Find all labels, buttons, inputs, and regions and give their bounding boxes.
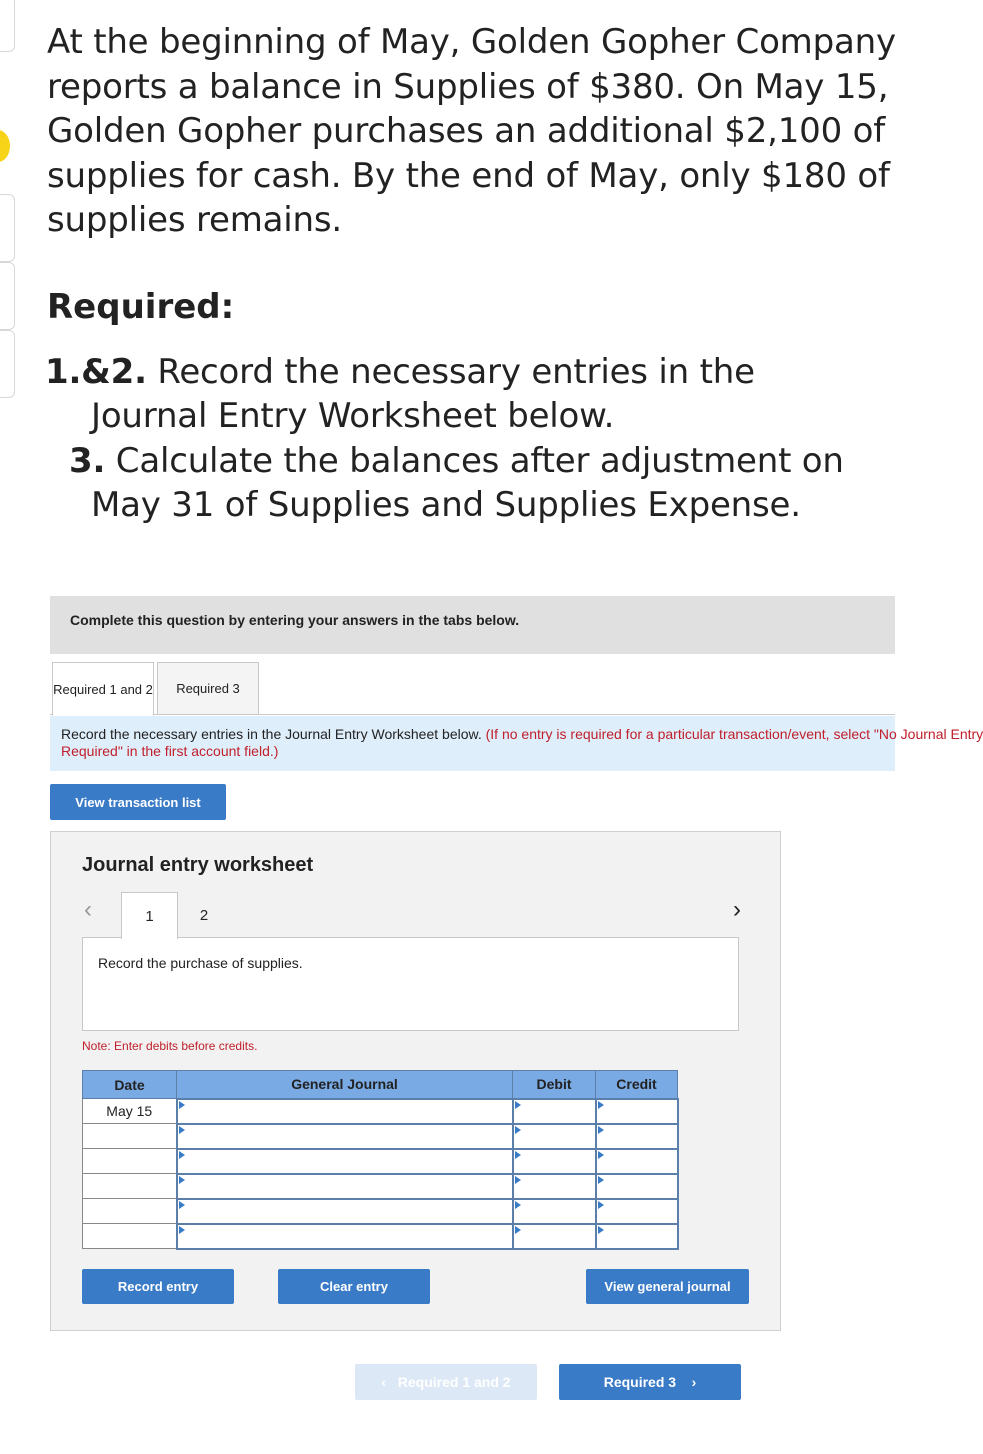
date-cell [83,1174,177,1199]
edge-panel-2 [0,194,15,262]
debit-input[interactable] [513,1099,596,1124]
table-row [83,1224,678,1249]
credit-input[interactable] [596,1124,678,1149]
account-input[interactable] [177,1224,513,1249]
credit-input[interactable] [596,1099,678,1124]
next-required-label: Required 3 [603,1374,677,1390]
tab-required-1-and-2[interactable]: Required 1 and 2 [52,662,154,716]
chevron-right-icon[interactable]: › [733,896,741,923]
credit-input[interactable] [596,1149,678,1174]
table-row [83,1124,678,1149]
info-text: Record the necessary entries in the Journal Entry Worksheet below. (If no entry is required for a particular transaction/event, select "No Journal Entry Required" in the first account field.) [61,726,983,759]
chevron-right-icon: › [691,1374,697,1390]
info-bar [50,716,983,771]
credit-input[interactable] [596,1224,678,1249]
info-note: (If no entry is required for a particular transaction/event, select "No Journal Entry [485,726,983,742]
credit-column-header: Credit [596,1071,678,1099]
account-input[interactable] [177,1174,513,1199]
credit-input[interactable] [596,1199,678,1224]
account-input[interactable] [177,1124,513,1149]
instruction-text: Complete this question by entering your answers in the tabs below. [70,612,520,628]
required-heading: Required: [47,287,235,327]
requirement-3-continued: May 31 of Supplies and Supplies Expense. [91,485,801,525]
instruction-bar [50,596,895,654]
debit-input[interactable] [513,1124,596,1149]
requirement-tabs [50,662,895,715]
date-cell [83,1124,177,1149]
account-input[interactable] [177,1099,513,1124]
debit-input[interactable] [513,1199,596,1224]
date-cell [83,1224,177,1249]
requirement-text: Record the necessary entries in the [157,352,755,392]
date-cell: May 15 [83,1099,177,1124]
chevron-left-icon: ‹ [381,1374,387,1390]
edge-panel-1 [0,0,15,52]
view-transaction-list-button[interactable]: View transaction list [50,784,226,820]
requirement-1-2 [45,350,755,395]
general-journal-column-header: General Journal [177,1071,513,1099]
clear-entry-button[interactable]: Clear entry [278,1269,430,1304]
prev-required-button[interactable] [355,1364,537,1400]
record-entry-button[interactable]: Record entry [82,1269,234,1304]
account-input[interactable] [177,1149,513,1174]
tab-required-3[interactable]: Required 3 [157,662,259,715]
requirement-3 [69,439,844,484]
date-column-header: Date [83,1071,177,1099]
journal-entry-worksheet [50,831,781,1331]
table-row [83,1174,678,1199]
view-general-journal-button[interactable]: View general journal [586,1269,749,1304]
next-required-button[interactable] [559,1364,741,1400]
worksheet-page-1[interactable]: 1 [121,892,178,939]
prev-required-label: Required 1 and 2 [397,1374,511,1390]
date-cell [83,1199,177,1224]
edge-panel-3 [0,262,15,330]
debit-input[interactable] [513,1224,596,1249]
debit-credit-note: Note: Enter debits before credits. [82,1039,258,1053]
debit-input[interactable] [513,1149,596,1174]
table-header-row [83,1071,678,1099]
table-row [83,1149,678,1174]
credit-input[interactable] [596,1174,678,1199]
edge-panel-4 [0,330,15,398]
date-cell [83,1149,177,1174]
transaction-description-box [82,937,739,1031]
general-journal-table [82,1070,679,1250]
worksheet-page-2[interactable]: 2 [199,906,209,924]
requirement-number: 3. [69,441,106,481]
table-row [83,1199,678,1224]
requirement-1-2-continued: Journal Entry Worksheet below. [91,396,615,436]
account-input[interactable] [177,1199,513,1224]
edge-highlight-dot [0,130,10,162]
debit-input[interactable] [513,1174,596,1199]
requirement-number: 1.&2. [45,352,147,392]
info-note-continued: Required" in the first account field.) [61,743,279,759]
debit-column-header: Debit [513,1071,596,1099]
worksheet-title: Journal entry worksheet [82,854,314,876]
table-row [83,1099,678,1124]
requirement-text: Calculate the balances after adjustment on [115,441,844,481]
transaction-description: Record the purchase of supplies. [98,955,303,971]
chevron-left-icon[interactable]: ‹ [84,896,92,923]
question-text: At the beginning of May, Golden Gopher Company reports a balance in Supplies of $380. On May 15, Golden Gopher purchases an additional $2,100 of supplies for cash. By the end of May, only $180 of supplies remains. [47,22,896,240]
